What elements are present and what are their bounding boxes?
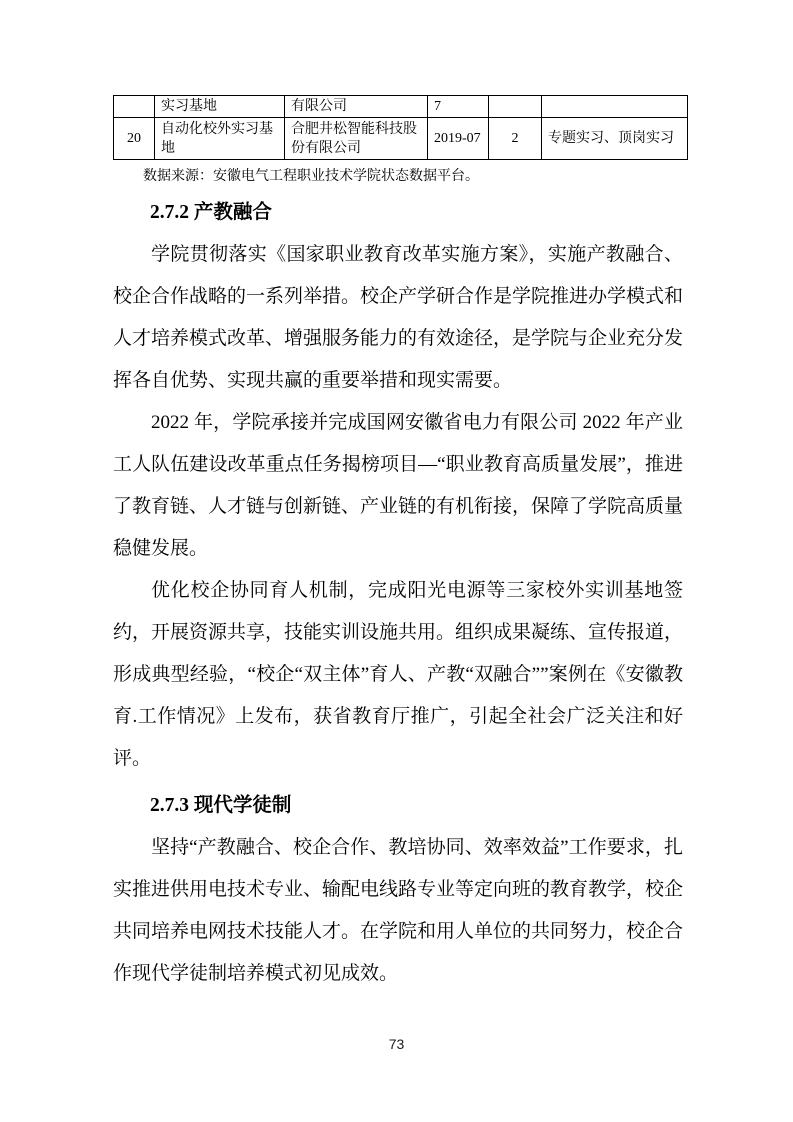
page-number: 73 [388,1036,405,1052]
table-cell-date: 2019-07 [428,118,489,160]
table-cell-index: 20 [114,118,155,160]
table-row-continuation [114,96,688,118]
data-source-note: 数据来源：安徽电气工程职业技术学院状态数据平台。 [143,169,479,184]
paragraph-cooperation: 优化校企协同育人机制，完成阳光电源等三家校外实训基地签约，开展资源共享，技能实训设施共用。组织成果凝练、宣传报道，形成典型经验，“校企“双主体”育人、产教“双融合””案例在《安徽教育.工作情况》上发布，获省教育厅推广，引起全社会广泛关注和好评。 [113,580,684,769]
table-cell-base-name: 自动化校外实习基地 [155,118,285,160]
table-cell-base-name: 实习基地 [155,96,285,118]
paragraph-2022-project: 2022 年，学院承接并完成国网安徽省电力有限公司 2022 年产业工人队伍建设改革重点任务揭榜项目—“职业教育高质量发展”，推进了教育链、人才链与创新链、产业链的有机衔接，保障了学院高质量稳健发展。 [113,412,684,559]
section-heading-2-7-3: 2.7.3 现代学徒制 [150,795,292,816]
table-cell-company: 有限公司 [285,96,428,118]
paragraph-apprenticeship: 坚持“产教融合、校企合作、教培协同、效率效益”工作要求，扎实推进供用电技术专业、输配电线路专业等定向班的教育教学，校企共同培养电网技术技能人才。在学院和用人单位的共同努力，校企合作现代学徒制培养模式初见成效。 [113,837,684,984]
table-cell-count: 2 [489,118,542,160]
table-row-20 [114,118,688,160]
table-cell-date: 7 [428,96,489,118]
internship-base-table [113,95,688,160]
table-cell-company: 合肥井松智能科技股份有限公司 [285,118,428,160]
section-heading-2-7-2: 2.7.2 产教融合 [150,202,272,223]
paragraph-implementation: 学院贯彻落实《国家职业教育改革实施方案》，实施产教融合、校企合作战略的一系列举措。校企产学研合作是学院推进办学模式和人才培养模式改革、增强服务能力的有效途径，是学院与企业充分发挥各自优势、实现共赢的重要举措和现实需要。 [113,244,684,391]
table-cell-types: 专题实习、顶岗实习 [542,118,688,160]
table-cell-types [542,96,688,118]
page-content [113,95,683,995]
table-cell-index [114,96,155,118]
table-cell-count [489,96,542,118]
